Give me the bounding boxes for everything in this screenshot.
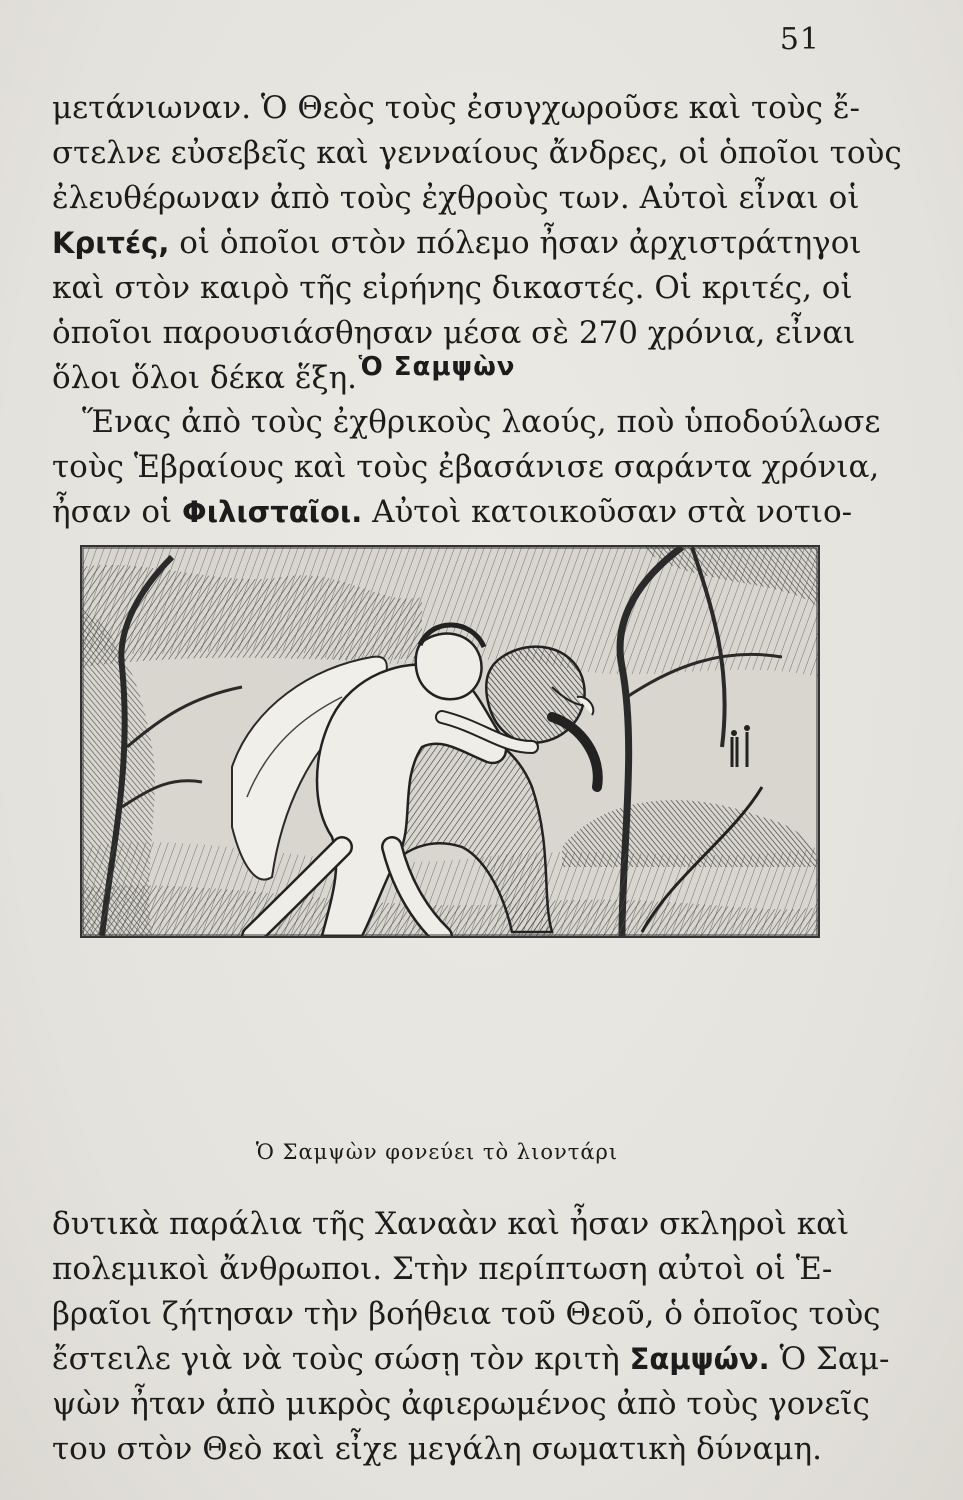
text-fragment: ἦσαν οἱ: [52, 494, 183, 530]
text-fragment: ἔστειλε γιὰ νὰ τοὺς σώσῃ τὸν κριτὴ: [52, 1341, 630, 1377]
section-heading: Ὁ Σαμψὼν: [358, 352, 516, 382]
paragraph-samson: [52, 1202, 890, 1472]
text-line: ἐλευθέρωναν ἀπὸ τοὺς ἐχθροὺς των. Αὐτοὶ εἶναι οἱ: [52, 180, 860, 216]
text-fragment: Ὁ Σαμ-: [769, 1341, 890, 1377]
engraving-samson-lion-icon: [80, 545, 820, 938]
text-line: πολεμικοὶ ἄνθρωποι. Στὴν περίπτωση αὐτοὶ οἱ Ἑ-: [52, 1251, 833, 1287]
text-line: ὁποῖοι παρουσιάσθησαν μέσα σὲ 270 χρόνια, εἶναι: [52, 315, 856, 351]
text-line: καὶ στὸν καιρὸ τῆς εἰρήνης δικαστές. Οἱ κριτές, οἱ: [52, 270, 853, 306]
text-fragment: Αὐτοὶ κατοικοῦσαν στὰ νοτιο-: [362, 494, 853, 530]
page-number: 51: [779, 22, 820, 57]
bold-term-philistines: Φιλισταῖοι.: [182, 495, 363, 529]
text-line: Ἕνας ἀπὸ τοὺς ἐχθρικοὺς λαούς, ποὺ ὑποδούλωσε: [82, 404, 881, 440]
text-line: ὅλοι ὅλοι δέκα ἕξη.: [52, 360, 357, 396]
text-line: του στὸν Θεὸ καὶ εἶχε μεγάλη σωματικὴ δύναμη.: [52, 1431, 822, 1467]
illustration-caption: Ὁ Σαμψὼν φονεύει τὸ λιοντάρι: [255, 1140, 619, 1164]
text-line: δυτικὰ παράλια τῆς Χαναὰν καὶ ἦσαν σκληροὶ καὶ: [52, 1206, 850, 1242]
text-line: [52, 1337, 890, 1382]
text-line: [52, 490, 853, 535]
text-line: [52, 221, 862, 266]
bold-term-judges: Κριτές,: [52, 226, 170, 260]
text-fragment: οἱ ὁποῖοι στὸν πόλεμο ἦσαν ἀρχιστράτηγοι: [169, 225, 862, 261]
text-line: τοὺς Ἑβραίους καὶ τοὺς ἐβασάνισε σαράντα χρόνια,: [52, 449, 880, 485]
text-line: βραῖοι ζήτησαν τὴν βοήθεια τοῦ Θεοῦ, ὁ ὁποῖος τοὺς: [52, 1296, 881, 1332]
bold-term-samson: Σαμψών.: [629, 1342, 770, 1376]
text-line: στελνε εὐσεβεῖς καὶ γενναίους ἄνδρες, οἱ ὁποῖοι τοὺς: [52, 135, 902, 171]
text-line: μετάνιωναν. Ὁ Θεὸς τοὺς ἐσυγχωροῦσε καὶ τοὺς ἔ-: [52, 90, 860, 126]
text-line: ψὼν ἦταν ἀπὸ μικρὸς ἀφιερωμένος ἀπὸ τοὺς γονεῖς: [52, 1386, 870, 1422]
paragraph-philistines: [52, 400, 881, 535]
